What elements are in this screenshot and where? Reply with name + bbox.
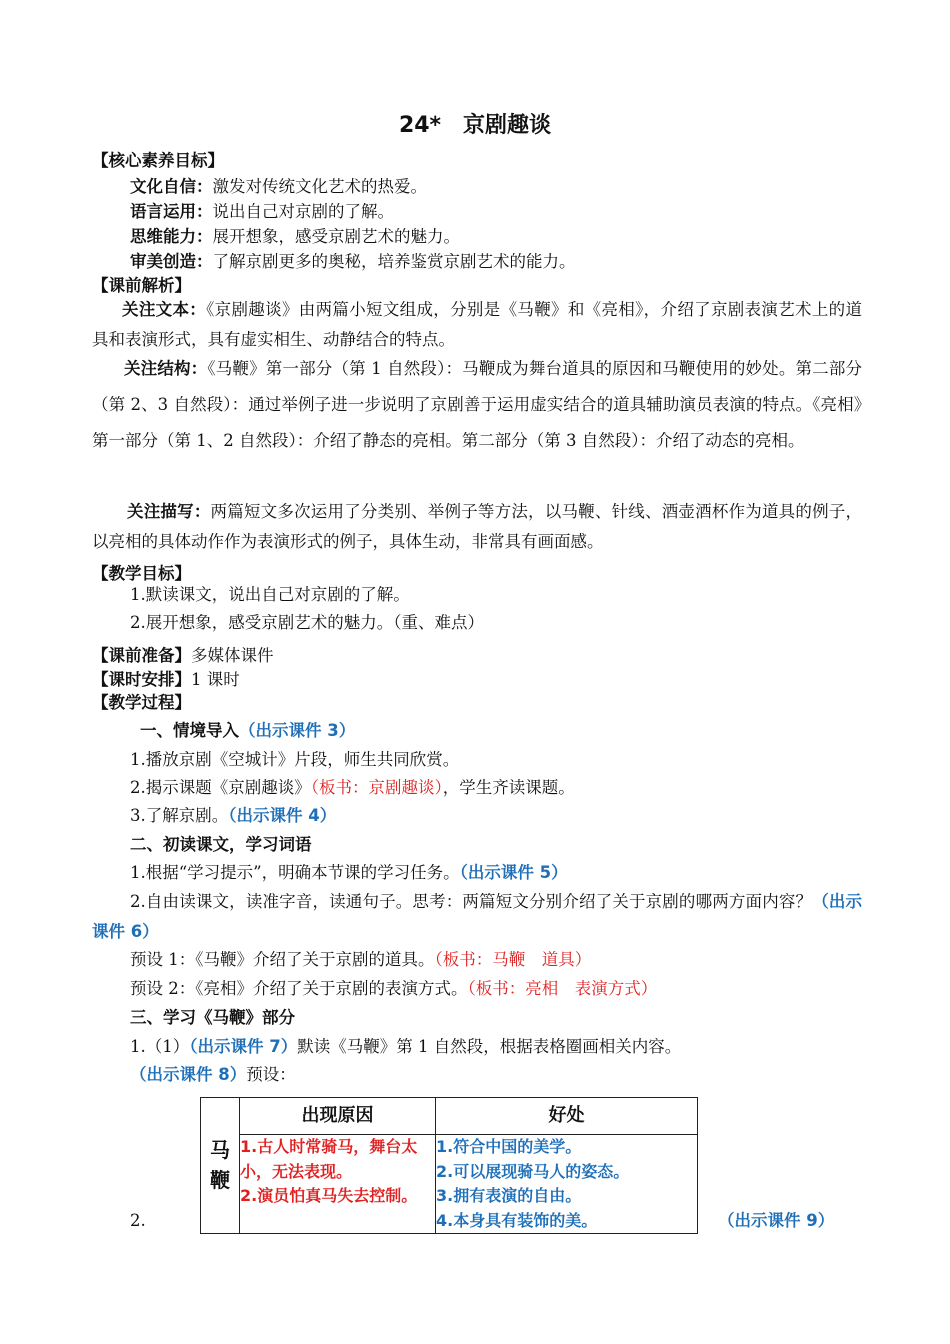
s3-preset-label: 预设： [246, 1065, 296, 1084]
core-label-2: 语言运用： [130, 202, 213, 221]
time-text: 1 课时 [191, 670, 240, 689]
board-note-liangxiang: （板书：亮相 表演方式） [467, 979, 658, 998]
s2-preset-1-text: 预设 1：《马鞭》介绍了关于京剧的道具。 [130, 950, 435, 969]
s1-line-3 [130, 805, 862, 827]
core-text-3: 展开想象，感受京剧艺术的魅力。 [212, 227, 460, 246]
s1-line-2-text: 2.揭示课题《京剧趣谈》 [130, 778, 311, 797]
section-3-title [130, 1007, 862, 1029]
core-item-3 [130, 226, 862, 248]
benefit-4: 4.本身具有装饰的美。 [436, 1210, 598, 1230]
s1-line-2 [130, 777, 862, 799]
prep-line [92, 645, 862, 667]
core-text-4: 了解京剧更多的奥秘，培养鉴赏京剧艺术的能力。 [212, 252, 576, 271]
s2-preset-1 [130, 949, 862, 971]
s2-line-2-text: 2.自由读课文，读准字音，读通句子。思考：两篇短文分别介绍了关于京剧的哪两方面内容？ [130, 892, 813, 911]
table-header-row [201, 1098, 698, 1135]
pre-struct-label: 关注结构： [124, 359, 208, 378]
s1-line-3-text: 3.了解京剧。 [130, 806, 229, 825]
pre-header: 【课前解析】 [92, 276, 191, 295]
process-header: 【教学过程】 [92, 693, 191, 712]
benefit-1: 1.符合中国的美学。 [436, 1137, 582, 1156]
s2-preset-2-text: 预设 2：《亮相》介绍了关于京剧的表演方式。 [130, 979, 468, 998]
core-label-1: 文化自信： [130, 177, 213, 196]
courseware-tag-5: （出示课件 5） [459, 863, 568, 882]
section-1-heading [140, 720, 880, 742]
benefit-3: 3.拥有表演的自由。 [436, 1186, 582, 1205]
pre-struct-body: 《马鞭》第一部分（第 1 自然段）：马鞭成为舞台道具的原因和马鞭使用的妙处。第二部分（第 2、3 自然段）：通过举例子进一步说明了京剧善于运用虚实结合的道具辅助演员表演的特点。《亮相》第一部分（第 1、2 自然段）：介绍了静态的亮相。第二部分（第 3 自然段）：介绍了动态的亮相。 [92, 359, 862, 450]
s3-line-2 [130, 1064, 900, 1086]
courseware-tag-3: （出示课件 3） [239, 721, 356, 740]
time-header: 【课时安排】 [92, 670, 191, 689]
s1-line-2-end: ，学生齐读课题。 [442, 778, 575, 797]
courseware-tag-6: （出示课件 6） [92, 892, 863, 941]
core-item-4 [130, 251, 862, 273]
pre-desc-label: 关注描写： [127, 502, 211, 521]
courseware-tag-9-text: （出示课件 9） [718, 1211, 835, 1230]
pre-text-label: 关注文本： [122, 300, 207, 319]
core-item-2 [130, 201, 862, 223]
column-header-benefit: 好处 [436, 1098, 698, 1135]
benefit-2: 2.可以展现骑马人的姿态。 [436, 1161, 630, 1181]
mabian-table [200, 1097, 698, 1234]
section-3-title-text: 三、学习《马鞭》部分 [130, 1008, 295, 1027]
time-line [92, 669, 862, 691]
section-2-title-text: 二、初读课文，学习词语 [130, 835, 312, 854]
benefits-cell [436, 1135, 698, 1234]
reason-2: 2.演员怕真马失去控制。 [240, 1186, 418, 1205]
section-2-title [130, 834, 862, 856]
courseware-tag-9 [718, 1210, 868, 1232]
goal-1: 1.默读课文，说出自己对京剧的了解。 [130, 585, 410, 604]
reasons-cell [240, 1135, 436, 1234]
pre-desc-para [92, 497, 862, 557]
s2-line-1-text: 1.根据“学习提示”，明确本节课的学习任务。 [130, 863, 460, 882]
s3-line-1 [130, 1036, 862, 1058]
table-corner-cell [201, 1098, 240, 1135]
s3-line-1-num: 1.（1） [130, 1037, 190, 1056]
s2-line-2 [92, 887, 862, 947]
courseware-tag-7: （出示课件 7） [189, 1037, 298, 1056]
row-header-mabian [201, 1135, 240, 1234]
page-title: 24* 京剧趣谈 [398, 113, 552, 138]
core-label-3: 思维能力： [130, 227, 213, 246]
prep-text: 多媒体课件 [191, 646, 274, 665]
section-1-title: 一、情境导入 [140, 721, 239, 740]
core-text-2: 说出自己对京剧的了解。 [212, 202, 394, 221]
pre-desc-body: 两篇短文多次运用了分类别、举例子等方法，以马鞭、针线、酒壶酒杯作为道具的例子，以亮相的具体动作作为表演形式的例子，具体生动，非常具有画面感。 [92, 502, 863, 551]
pre-text-para [92, 295, 862, 355]
board-note-title: （板书：京剧趣谈） [310, 778, 443, 797]
core-label-4: 审美创造： [130, 252, 213, 271]
s1-line-1: 1.播放京剧《空城计》片段，师生共同欣赏。 [130, 750, 460, 769]
row-header-text: 马鞭 [210, 1137, 230, 1192]
s2-preset-2 [130, 978, 862, 1000]
core-header: 【核心素养目标】 [92, 151, 224, 170]
board-note-mabian: （板书：马鞭 道具） [434, 950, 592, 969]
pre-struct-para [92, 351, 862, 459]
reason-1: 1.古人时常骑马，舞台太小，无法表现。 [240, 1137, 418, 1181]
core-text-1: 激发对传统文化艺术的热爱。 [212, 177, 427, 196]
goal-2: 2.展开想象，感受京剧艺术的魅力。（重、难点） [130, 613, 484, 632]
courseware-tag-4: （出示课件 4） [228, 806, 337, 825]
s2-line-1 [130, 862, 862, 884]
courseware-tag-8: （出示课件 8） [130, 1065, 247, 1084]
goals-header: 【教学目标】 [92, 564, 191, 583]
column-header-reason: 出现原因 [240, 1098, 436, 1135]
core-item-1 [130, 176, 862, 198]
pre-text-body: 《京剧趣谈》由两篇小短文组成，分别是《马鞭》和《亮相》，介绍了京剧表演艺术上的道具和表演形式，具有虚实相生、动静结合的特点。 [92, 300, 863, 349]
s3-line-1-text: 默读《马鞭》第 1 自然段，根据表格圈画相关内容。 [297, 1037, 682, 1056]
table-row [201, 1135, 698, 1234]
s3-item-2-number: 2. [130, 1211, 146, 1230]
prep-header: 【课前准备】 [92, 646, 191, 665]
